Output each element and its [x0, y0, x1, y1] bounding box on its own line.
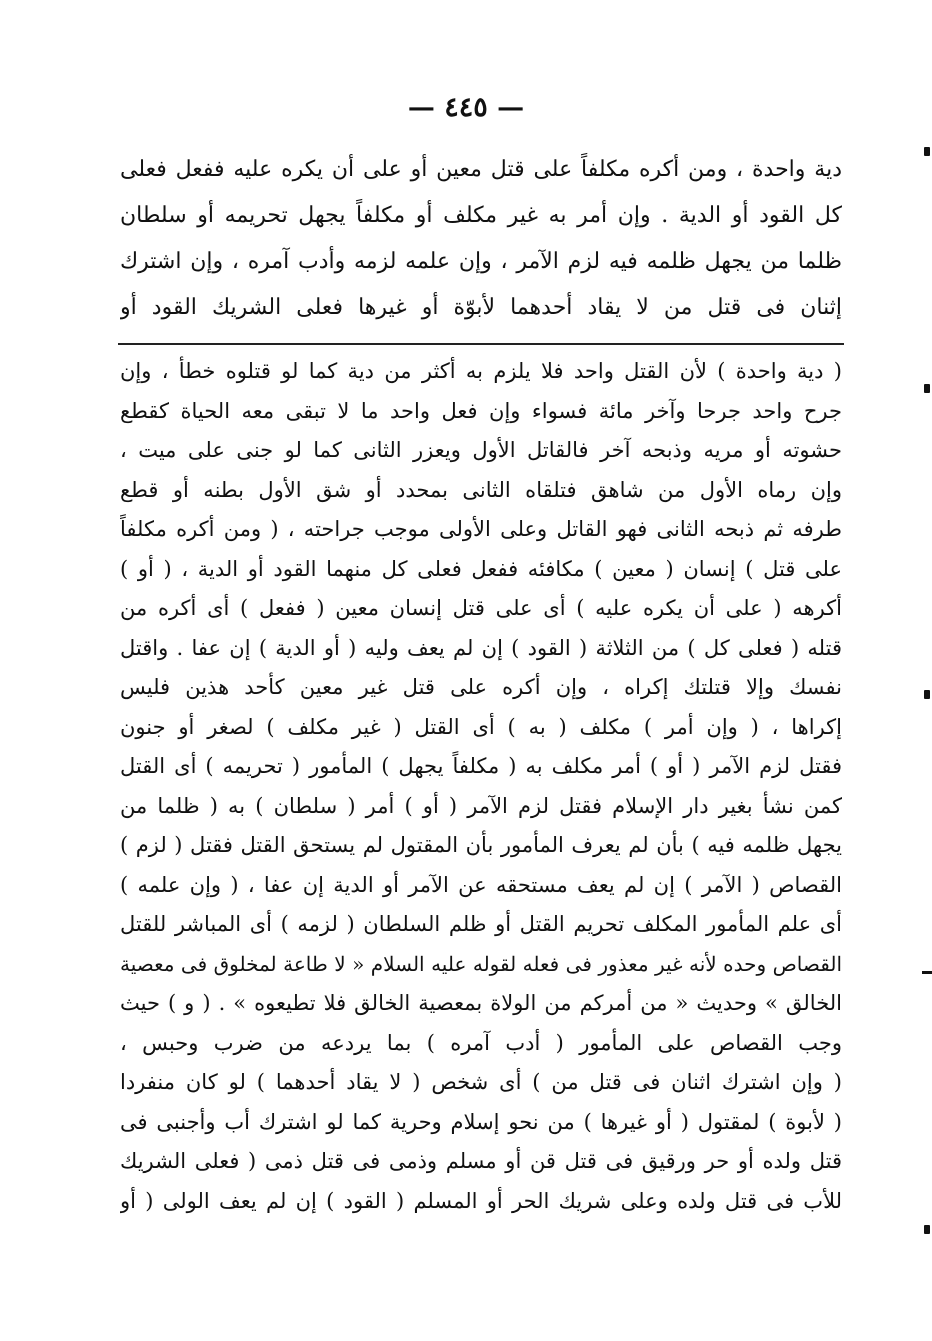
scan-mark: [922, 971, 932, 974]
commentary-line: ( دية واحدة ) لأن القتل واحد فلا يلزم به أكثر من دية كما لو قتلوه خطأ ، وإن: [120, 359, 842, 383]
scan-mark: [924, 147, 930, 156]
commentary-line: فقتل لزم الآمر ( أو ) أمر مكلف به ( مكلفاً يجهل ) المأمور ( تحريمه ) أى القتل: [120, 754, 842, 778]
scan-mark: [924, 690, 930, 699]
scan-mark: [924, 384, 930, 393]
commentary-line: كمن نشأ بغير دار الإسلام فقتل لزم الآمر ( أو ) أمر ( سلطان ) به ( ظلما من: [120, 793, 842, 818]
commentary-line: وجب القصاص على المأمور ( أدب آمره ) بما يردعه من ضرب وحبس ،: [120, 1030, 842, 1055]
commentary-line: يجهل ظلمه فيه ) بأن لم يعرف المأمور بأن المقتول لم يستحق القتل فقتل ( لزم ): [120, 833, 842, 857]
main-text-line: إثنان فى قتل من لا يقاد أحدهما لأبوّة أو غيرها فعلى الشريك القود أو: [120, 295, 842, 320]
commentary-line: إكراها ، ( وإن أمر ) مكلف ( به ) أى القتل ( غير مكلف ) لصغر أو جنون: [120, 714, 842, 739]
commentary-line: طرفه ثم ذبحه الثانى فهو القاتل وعلى الأولى موجب جراحته ، ( ومن أكره مكلفاً: [120, 517, 842, 541]
main-text-line: كل القود أو الدية . وإن أمر به غير مكلف أو مكلفاً يجهل تحريمه أو سلطان: [120, 203, 842, 228]
commentary-line: على قتل ) إنسان ( معين ) مكافئه ففعل فعلى كل منهما القود أو الدية ، ( أو ): [120, 556, 842, 581]
scan-mark: [924, 1225, 930, 1234]
page-number: — ٤٤٥ —: [407, 92, 525, 123]
main-text: [120, 147, 842, 331]
commentary-line: وإن رماه الأول من شاهق فتلقاه الثانى بمحدد أو شق الأول بطنه أو قطع: [120, 477, 842, 502]
main-text-line: ظلما من يجهل ظلمه فيه لزم الآمر ، وإن علمه لزمه وأدب آمره ، وإن اشترك: [120, 249, 842, 274]
commentary-line: الخالق » وحديث « من أمركم من الولاة بمعصية الخالق فلا تطيعوه » . ( و ) حيث: [120, 991, 842, 1015]
commentary-line: ( وإن اشترك اثنان فى قتل من ) أى شخص ( لا يقاد أحدهما ) لو كان منفردا: [120, 1070, 842, 1094]
main-text-line: دية واحدة ، ومن أكره مكلفاً على قتل معين أو على أن يكره عليه ففعل فعلى: [120, 157, 842, 182]
commentary-line: أى علم المأمور المكلف تحريم القتل أو ظلم السلطان ( لزمه ) أى المباشر للقتل: [120, 912, 842, 936]
commentary-line: ( لأبوة ) لمقتول ( أو غيرها ) من نحو إسلام وحرية كما لو اشترك أب وأجنبى فى: [120, 1109, 842, 1134]
commentary-line: قتله ( فعلى كل ) من الثلاثة ( القود ) إن لم يعف وليه ( أو الدية ) إن عفا . واقتل: [120, 635, 842, 660]
commentary-line: حشوته أو مريه وذبحه آخر فالقاتل الأول ويعزر الثانى كما لو جنى على ميت ،: [120, 438, 842, 462]
commentary-line: قتل ولده أو حر ورقيق فى قتل قن أو مسلم وذمى فى قتل ذمى ( فعلى الشريك: [120, 1149, 842, 1173]
commentary-line: للأب فى قتل ولده وعلى شريك الحر أو المسلم ( القود ) إن لم يعف الولى ( أو: [120, 1188, 842, 1213]
commentary-line: جرح واحد جرحا وآخر مائة فسواء وإن فعل واحد ما لا تبقى معه الحياة كقطع: [120, 398, 842, 423]
commentary-line: القصاص ( الآمر ) إن لم يعف مستحقه عن الآمر أو الدية إن عفا ، ( وإن علمه ): [120, 872, 842, 897]
commentary-line: أكرهه ( على أن يكره عليه ) أى على قتل إنسان معين ( ففعل ) أى أكره من: [120, 596, 842, 620]
text-divider: [118, 343, 844, 345]
commentary-line: نفسك وإلا قتلتك إكراه ، وإن أكره على قتل غير معين كأحد هذين فليس: [120, 675, 842, 699]
commentary-text: [120, 352, 842, 1221]
commentary-line: القصاص وحده لأنه غير معذور فى فعله لقوله عليه السلام « لا طاعة لمخلوق فى معصية: [120, 951, 842, 976]
